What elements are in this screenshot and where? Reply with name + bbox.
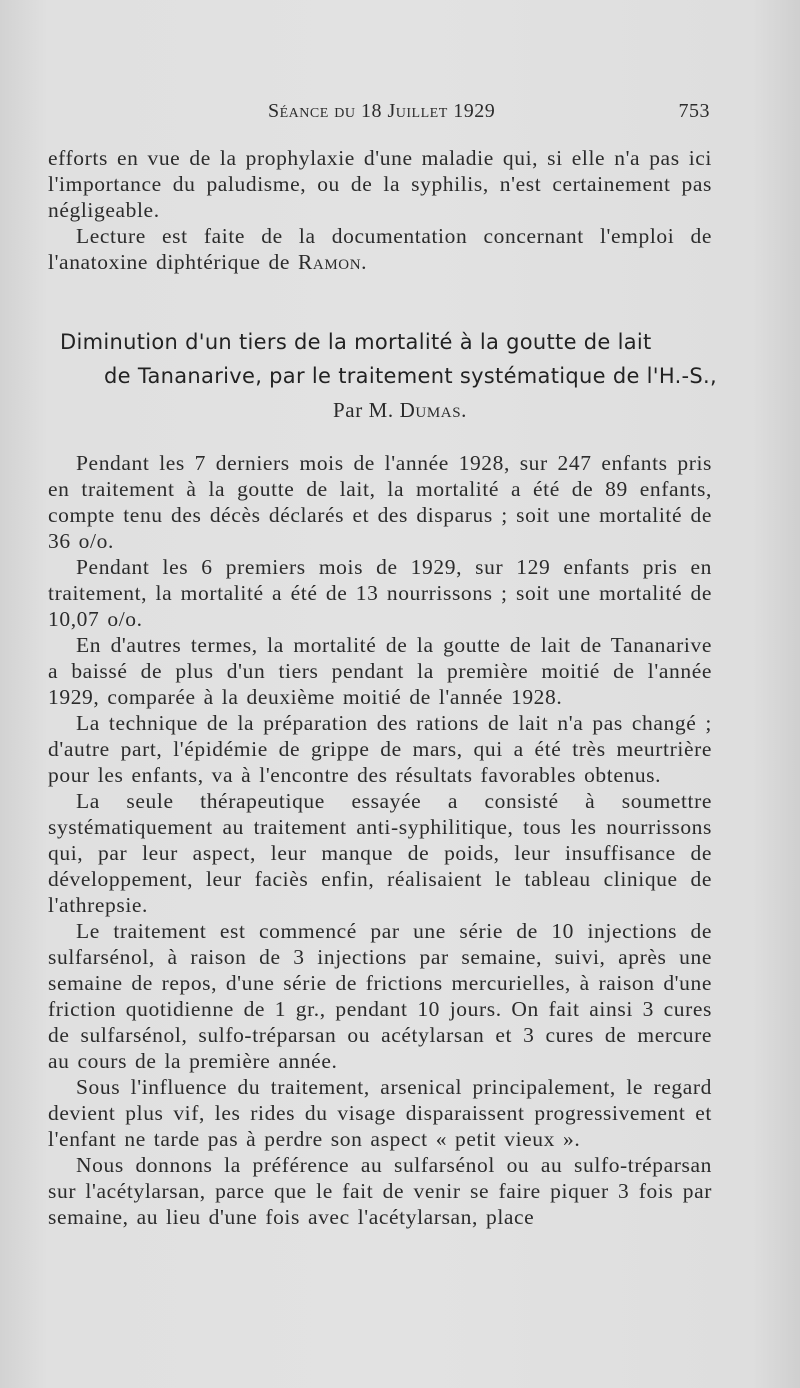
article-title-line-2: de Tananarive, par le traitement systématique de l'H.-S., [104, 364, 718, 388]
intro-paragraph-2-end: . [361, 250, 368, 274]
article-paragraph: Pendant les 7 derniers mois de l'année 1928, sur 247 enfants pris en traitement à la goutte de lait, la mortalité a été de 89 enfants, compte tenu des décès déclarés et des disparus ; soit une mortalité de 36 o/o. [48, 451, 712, 553]
article-paragraph: Le traitement est commencé par une série de 10 injections de sulfarsénol, à raison de 3 injections par semaine, suivi, après une semaine de repos, d'une série de frictions mercurielles, à raison d'une friction quotidienne de 1 gr., pendant 10 jours. On fait ainsi 3 cures de sulfarsénol, sulfo-tréparsan ou acétylarsan et 3 cures de mercure au cours de la première année. [48, 919, 712, 1073]
intro-paragraph-2 [48, 223, 712, 275]
page-number: 753 [678, 100, 710, 122]
article-paragraph: La seule thérapeutique essayée a consisté à soumettre systématiquement au traitement anti-syphilitique, tous les nourrissons qui, par leur aspect, leur manque de poids, leur insuffisance de développement, leur faciès enfin, réalisaient le tableau clinique de l'athrepsie. [48, 789, 712, 917]
article-paragraph: Nous donnons la préférence au sulfarsénol ou au sulfo-tréparsan sur l'acétylarsan, parce que le fait de venir se faire piquer 3 fois par semaine, au lieu d'une fois avec l'acétylarsan, place [48, 1153, 712, 1229]
byline-author: Dumas [399, 398, 462, 422]
intro-block [48, 145, 712, 275]
article-paragraph: Pendant les 6 premiers mois de 1929, sur 129 enfants pris en traitement, la mortalité a été de 13 nourrissons ; soit une mortalité de 10,07 o/o. [48, 555, 712, 631]
article-paragraph: Sous l'influence du traitement, arsenical principalement, le regard devient plus vif, les rides du visage disparaissent progressivement et l'enfant ne tarde pas à perdre son aspect « petit vieux ». [48, 1075, 712, 1151]
byline [0, 398, 800, 423]
intro-paragraph-2-text: Lecture est faite de la documentation concernant l'emploi de l'anatoxine diphtérique de [48, 224, 712, 274]
article-paragraph: En d'autres termes, la mortalité de la goutte de lait de Tananarive a baissé de plus d'un tiers pendant la première moitié de l'année 1929, comparée à la deuxième moitié de l'année 1928. [48, 633, 712, 709]
article-body [48, 450, 712, 1230]
author-name-ramon: Ramon [297, 250, 362, 274]
byline-prefix: Par M. [333, 398, 394, 422]
article-title-line-1: Diminution d'un tiers de la mortalité à la goutte de lait [60, 330, 652, 354]
running-head [48, 100, 710, 130]
running-title: Séance du 18 Juillet 1929 [268, 100, 496, 122]
intro-paragraph-1: efforts en vue de la prophylaxie d'une maladie qui, si elle n'a pas ici l'importance du paludisme, ou de la syphilis, n'est certainement pas négligeable. [48, 146, 712, 222]
article-title [60, 325, 720, 393]
article-paragraph: La technique de la préparation des rations de lait n'a pas changé ; d'autre part, l'épidémie de grippe de mars, qui a été très meurtrière pour les enfants, va à l'encontre des résultats favorables obtenus. [48, 711, 712, 787]
byline-end: . [461, 398, 467, 422]
